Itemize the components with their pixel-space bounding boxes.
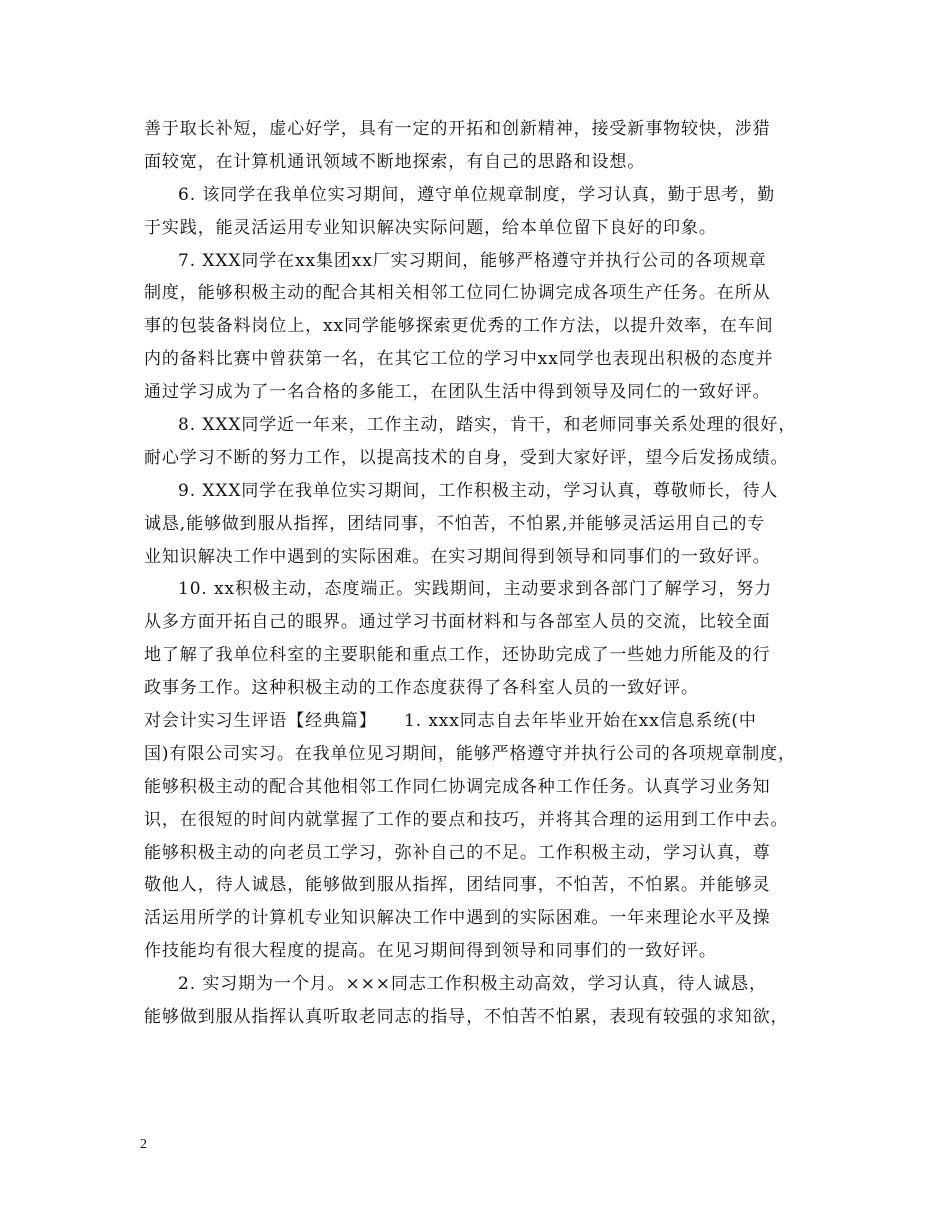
text-line: 敬他人，待人诚恳，能够做到服从指挥，团结同事，不怕苦，不怕累。并能够灵 bbox=[144, 875, 771, 896]
text-line: 内的备料比赛中曾获第一名，在其它工位的学习中xx同学也表现出积极的态度并 bbox=[144, 349, 774, 370]
text-line: 诚恳,能够做到服从指挥，团结同事，不怕苦，不怕累,并能够灵活运用自己的专 bbox=[144, 513, 766, 534]
text-line: 识，在很短的时间内就掌握了工作的要点和技巧，并将其合理的运用到工作中去。 bbox=[144, 809, 789, 830]
body-text bbox=[144, 113, 830, 1034]
text-line: 能够做到服从指挥认真听取老同志的指导，不怕苦不怕累，表现有较强的求知欲， bbox=[144, 1007, 789, 1028]
text-line: 能够积极主动的配合其他相邻工作同仁协调完成各种工作任务。认真学习业务知 bbox=[144, 776, 771, 797]
text-line: 善于取长补短，虚心好学，具有一定的开拓和创新精神，接受新事物较快，涉猎 bbox=[144, 119, 771, 139]
text-line: 国)有限公司实习。在我单位见习期间，能够严格遵守并执行公司的各项规章制度， bbox=[144, 743, 796, 764]
text-line: 从多方面开拓自己的眼界。通过学习书面材料和与各部室人员的交流，比较全面 bbox=[144, 612, 771, 633]
text-line: 耐心学习不断的努力工作，以提高技术的自身，受到大家好评，望今后发扬成绩。 bbox=[144, 447, 789, 468]
text-line: 对会计实习生评语【经典篇】 1. xxx同志自去年毕业开始在xx信息系统(中 bbox=[144, 711, 757, 732]
text-line: 能够积极主动的向老员工学习，弥补自己的不足。工作积极主动，学习认真，尊 bbox=[144, 842, 771, 863]
text-line: 通过学习成为了一名合格的多能工，在团队生活中得到领导及同仁的一致好评。 bbox=[144, 382, 771, 403]
text-line: 8. XXX同学近一年来，工作主动，踏实，肯干，和老师同事关系处理的很好， bbox=[178, 415, 797, 436]
page-number: 2 bbox=[140, 1137, 147, 1152]
text-line: 9. XXX同学在我单位实习期间，工作积极主动，学习认真，尊敬师长，待人 bbox=[178, 480, 779, 501]
text-line: 作技能均有很大程度的提高。在见习期间得到领导和同事们的一致好评。 bbox=[144, 941, 717, 962]
text-line: 面较宽，在计算机通讯领域不断地探索，有自己的思路和设想。 bbox=[144, 151, 646, 172]
text-line: 制度，能够积极主动的配合其相关相邻工位同仁协调完成各项生产任务。在所从 bbox=[144, 283, 771, 304]
text-line: 于实践，能灵活运用专业知识解决实际问题，给本单位留下良好的印象。 bbox=[144, 217, 717, 238]
text-line: 地了解了我单位科室的主要职能和重点工作，还协助完成了一些她力所能及的行 bbox=[144, 645, 771, 666]
text-line: 6. 该同学在我单位实习期间，遵守单位规章制度，学习认真，勤于思考，勤 bbox=[178, 184, 776, 205]
text-line: 业知识解决工作中遇到的实际困难。在实习期间得到领导和同事们的一致好评。 bbox=[144, 546, 771, 567]
text-line: 政事务工作。这种积极主动的工作态度获得了各科室人员的一致好评。 bbox=[144, 678, 699, 699]
text-line: 2. 实习期为一个月。×××同志工作积极主动高效，学习认真，待人诚恳， bbox=[178, 974, 767, 995]
text-line: 事的包装备料岗位上，xx同学能够探索更优秀的工作方法，以提升效率，在车间 bbox=[144, 316, 774, 337]
text-line: 10. xx积极主动，态度端正。实践期间，主动要求到各部门了解学习，努力 bbox=[178, 579, 773, 600]
text-line: 活运用所学的计算机专业知识解决工作中遇到的实际困难。一年来理论水平及操 bbox=[144, 908, 771, 929]
text-line: 7. XXX同学在xx集团xx厂实习期间，能够严格遵守并执行公司的各项规章 bbox=[178, 250, 767, 271]
